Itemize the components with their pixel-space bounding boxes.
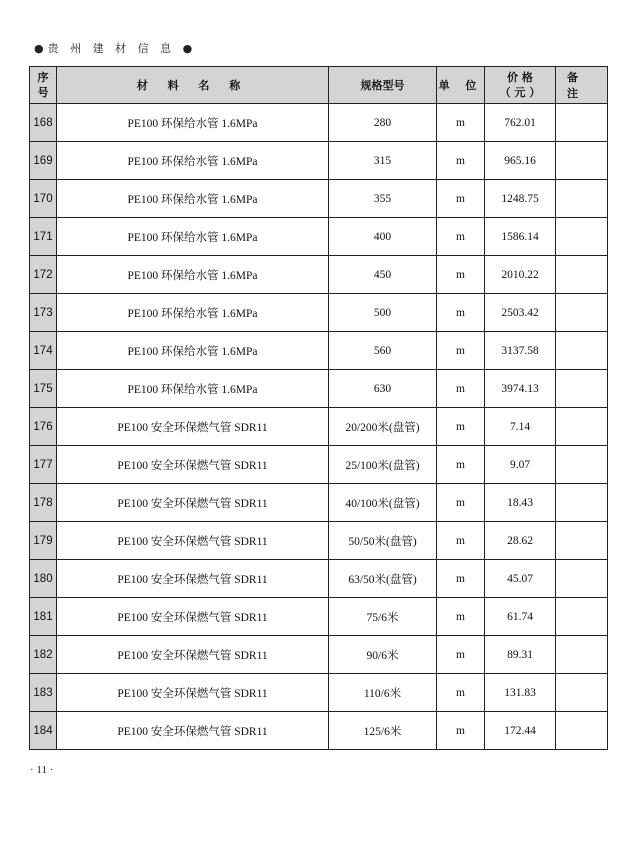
cell-price: 3974.13: [485, 370, 556, 408]
cell-material-name: PE100 环保给水管 1.6MPa: [57, 218, 329, 256]
cell-price: 89.31: [485, 636, 556, 674]
cell-material-name: PE100 安全环保燃气管 SDR11: [57, 636, 329, 674]
cell-unit: m: [437, 142, 485, 180]
cell-material-name: PE100 安全环保燃气管 SDR11: [57, 408, 329, 446]
cell-note: [556, 598, 608, 636]
page-header: ●贵 州 建 材 信 息 ●: [34, 42, 197, 55]
cell-spec-model: 315: [329, 142, 437, 180]
cell-unit: m: [437, 294, 485, 332]
cell-price: 9.07: [485, 446, 556, 484]
cell-unit: m: [437, 370, 485, 408]
cell-row-number: 181: [30, 598, 57, 636]
cell-price: 3137.58: [485, 332, 556, 370]
cell-row-number: 178: [30, 484, 57, 522]
cell-material-name: PE100 安全环保燃气管 SDR11: [57, 598, 329, 636]
cell-row-number: 176: [30, 408, 57, 446]
table-row: [30, 560, 608, 598]
cell-spec-model: 50/50米(盘管): [329, 522, 437, 560]
cell-price: 965.16: [485, 142, 556, 180]
cell-material-name: PE100 环保给水管 1.6MPa: [57, 180, 329, 218]
cell-note: [556, 332, 608, 370]
cell-unit: m: [437, 712, 485, 750]
table-row: [30, 522, 608, 560]
column-header-note: 备 注: [556, 67, 608, 104]
column-header-unit: 单 位: [437, 67, 485, 104]
cell-spec-model: 560: [329, 332, 437, 370]
cell-spec-model: 40/100米(盘管): [329, 484, 437, 522]
cell-note: [556, 636, 608, 674]
cell-material-name: PE100 安全环保燃气管 SDR11: [57, 712, 329, 750]
cell-row-number: 170: [30, 180, 57, 218]
cell-price: 2503.42: [485, 294, 556, 332]
table-row: [30, 256, 608, 294]
cell-row-number: 172: [30, 256, 57, 294]
column-header-no: [30, 67, 57, 104]
cell-price: 2010.22: [485, 256, 556, 294]
cell-unit: m: [437, 446, 485, 484]
cell-spec-model: 450: [329, 256, 437, 294]
cell-spec-model: 63/50米(盘管): [329, 560, 437, 598]
cell-unit: m: [437, 332, 485, 370]
cell-material-name: PE100 安全环保燃气管 SDR11: [57, 484, 329, 522]
cell-unit: m: [437, 218, 485, 256]
cell-price: 28.62: [485, 522, 556, 560]
cell-spec-model: 355: [329, 180, 437, 218]
table-row: [30, 712, 608, 750]
cell-note: [556, 104, 608, 142]
table-row: [30, 180, 608, 218]
cell-spec-model: 630: [329, 370, 437, 408]
table-row: [30, 636, 608, 674]
cell-material-name: PE100 安全环保燃气管 SDR11: [57, 674, 329, 712]
table-body: [30, 104, 608, 750]
cell-note: [556, 218, 608, 256]
cell-note: [556, 712, 608, 750]
cell-unit: m: [437, 256, 485, 294]
cell-row-number: 184: [30, 712, 57, 750]
cell-material-name: PE100 环保给水管 1.6MPa: [57, 370, 329, 408]
column-header-price-line1: 价 格: [507, 71, 533, 84]
table-row: [30, 104, 608, 142]
cell-unit: m: [437, 560, 485, 598]
cell-material-name: PE100 环保给水管 1.6MPa: [57, 142, 329, 180]
cell-unit: m: [437, 104, 485, 142]
table-row: [30, 332, 608, 370]
cell-row-number: 175: [30, 370, 57, 408]
cell-material-name: PE100 环保给水管 1.6MPa: [57, 332, 329, 370]
cell-spec-model: 25/100米(盘管): [329, 446, 437, 484]
cell-spec-model: 110/6米: [329, 674, 437, 712]
cell-material-name: PE100 环保给水管 1.6MPa: [57, 104, 329, 142]
cell-unit: m: [437, 522, 485, 560]
cell-price: 172.44: [485, 712, 556, 750]
table-row: [30, 674, 608, 712]
table-row: [30, 446, 608, 484]
cell-unit: m: [437, 408, 485, 446]
cell-row-number: 173: [30, 294, 57, 332]
cell-price: 18.43: [485, 484, 556, 522]
cell-note: [556, 484, 608, 522]
table-header: [30, 67, 608, 104]
table-row: [30, 294, 608, 332]
column-header-price-line2: （ 元 ）: [499, 86, 541, 99]
cell-note: [556, 446, 608, 484]
cell-unit: m: [437, 636, 485, 674]
cell-spec-model: 280: [329, 104, 437, 142]
cell-spec-model: 20/200米(盘管): [329, 408, 437, 446]
cell-material-name: PE100 环保给水管 1.6MPa: [57, 294, 329, 332]
table-row: [30, 218, 608, 256]
cell-row-number: 183: [30, 674, 57, 712]
cell-note: [556, 674, 608, 712]
cell-spec-model: 75/6米: [329, 598, 437, 636]
cell-row-number: 171: [30, 218, 57, 256]
column-header-price: [485, 67, 556, 104]
cell-unit: m: [437, 180, 485, 218]
column-header-no-line1: 序: [37, 71, 49, 84]
page-number: · 11 ·: [30, 764, 54, 776]
cell-unit: m: [437, 598, 485, 636]
cell-note: [556, 560, 608, 598]
cell-note: [556, 142, 608, 180]
table-row: [30, 484, 608, 522]
cell-material-name: PE100 安全环保燃气管 SDR11: [57, 446, 329, 484]
table-row: [30, 142, 608, 180]
cell-price: 61.74: [485, 598, 556, 636]
cell-row-number: 179: [30, 522, 57, 560]
table-row: [30, 408, 608, 446]
cell-spec-model: 500: [329, 294, 437, 332]
cell-price: 1248.75: [485, 180, 556, 218]
cell-unit: m: [437, 674, 485, 712]
price-table: [29, 66, 608, 750]
cell-row-number: 182: [30, 636, 57, 674]
cell-row-number: 169: [30, 142, 57, 180]
cell-note: [556, 256, 608, 294]
column-header-spec: 规格型号: [329, 67, 437, 104]
cell-note: [556, 180, 608, 218]
table-row: [30, 598, 608, 636]
cell-price: 762.01: [485, 104, 556, 142]
cell-spec-model: 400: [329, 218, 437, 256]
column-header-name: 材 料 名 称: [57, 67, 329, 104]
cell-price: 7.14: [485, 408, 556, 446]
cell-row-number: 174: [30, 332, 57, 370]
cell-spec-model: 90/6米: [329, 636, 437, 674]
cell-note: [556, 522, 608, 560]
table-row: [30, 370, 608, 408]
cell-price: 131.83: [485, 674, 556, 712]
cell-material-name: PE100 环保给水管 1.6MPa: [57, 256, 329, 294]
cell-unit: m: [437, 484, 485, 522]
cell-row-number: 180: [30, 560, 57, 598]
cell-row-number: 177: [30, 446, 57, 484]
cell-spec-model: 125/6米: [329, 712, 437, 750]
cell-price: 45.07: [485, 560, 556, 598]
column-header-no-line2: 号: [37, 86, 49, 99]
cell-note: [556, 370, 608, 408]
cell-note: [556, 294, 608, 332]
cell-row-number: 168: [30, 104, 57, 142]
cell-note: [556, 408, 608, 446]
header-row: [30, 67, 608, 104]
cell-material-name: PE100 安全环保燃气管 SDR11: [57, 560, 329, 598]
cell-material-name: PE100 安全环保燃气管 SDR11: [57, 522, 329, 560]
cell-price: 1586.14: [485, 218, 556, 256]
